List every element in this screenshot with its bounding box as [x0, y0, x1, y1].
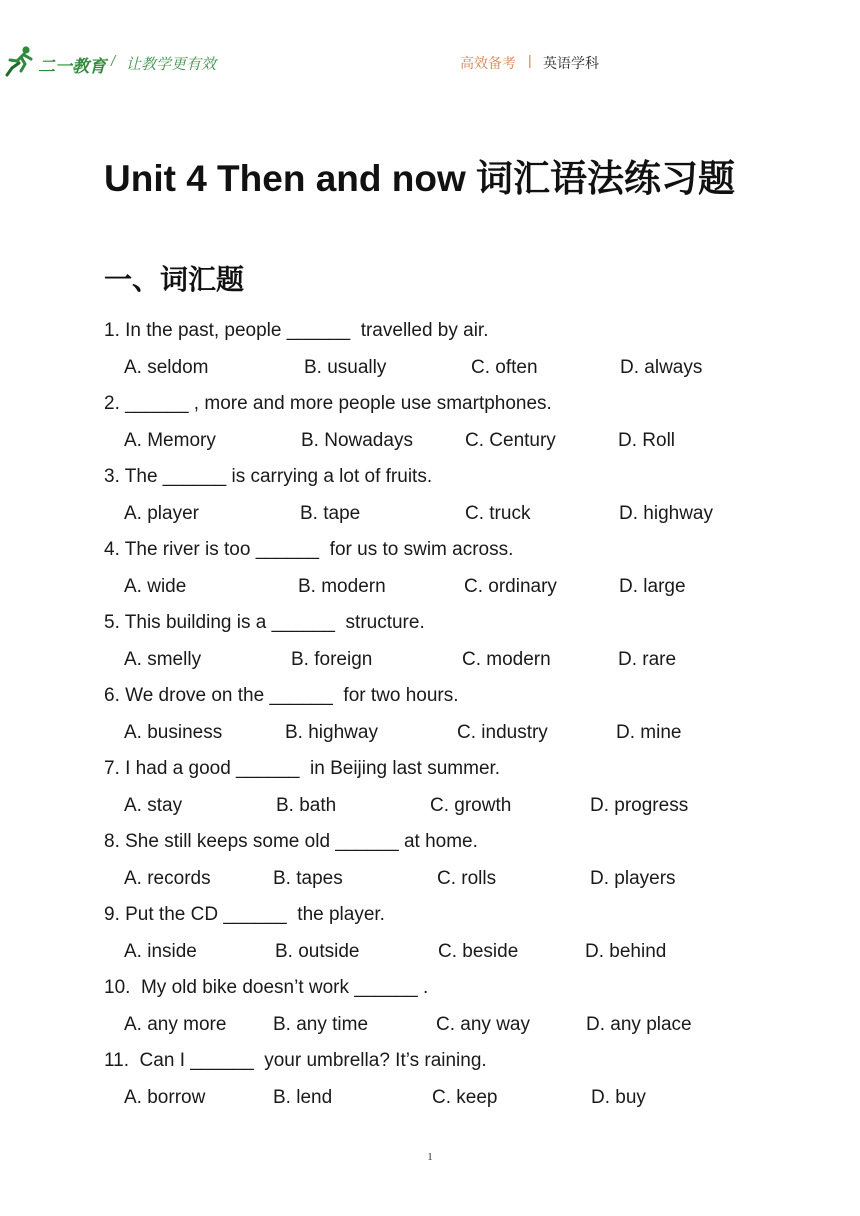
question-text: 4. The river is too ______ for us to swim across. [104, 539, 514, 560]
option-d: D. highway [619, 503, 713, 524]
option-b: B. Nowadays [301, 430, 413, 451]
document-title: Unit 4 Then and now 词汇语法练习题 [104, 158, 736, 199]
question-text: 6. We drove on the ______ for two hours. [104, 685, 459, 706]
option-c: C. beside [438, 941, 519, 962]
page-header [0, 0, 860, 100]
option-d: D. players [590, 868, 676, 889]
option-c: C. often [471, 357, 538, 378]
brand-slogan: 让教学更有效 [126, 56, 217, 73]
option-d: D. any place [586, 1014, 692, 1035]
option-a: A. records [124, 868, 211, 889]
question-text: 3. The ______ is carrying a lot of fruits. [104, 466, 433, 487]
option-a: A. seldom [124, 357, 209, 378]
option-d: D. buy [591, 1087, 646, 1108]
option-c: C. growth [430, 795, 512, 816]
option-d: D. always [620, 357, 703, 378]
page-number: 1 [427, 1151, 433, 1163]
option-c: C. industry [457, 722, 548, 743]
option-d: D. mine [616, 722, 682, 743]
option-a: A. player [124, 503, 199, 524]
question-text: 7. I had a good ______ in Beijing last summer. [104, 758, 501, 779]
option-d: D. Roll [618, 430, 676, 451]
option-b: B. bath [276, 795, 337, 816]
question-text: 11. Can I ______ your umbrella? It’s raining. [104, 1050, 487, 1071]
option-d: D. behind [585, 941, 667, 962]
option-b: B. modern [298, 576, 386, 597]
option-b: B. any time [273, 1014, 369, 1035]
option-c: C. keep [432, 1087, 498, 1108]
header-separator: | [528, 52, 532, 68]
option-c: C. rolls [437, 868, 497, 889]
header-tag-subject: 英语学科 [543, 55, 599, 71]
option-d: D. large [619, 576, 686, 597]
option-b: B. foreign [291, 649, 373, 670]
option-b: B. outside [275, 941, 360, 962]
header-tag-exam: 高效备考 [460, 55, 516, 71]
question-text: 10. My old bike doesn’t work ______ . [104, 977, 429, 998]
option-b: B. usually [304, 357, 387, 378]
option-b: B. tapes [273, 868, 343, 889]
option-b: B. lend [273, 1087, 333, 1108]
option-b: B. highway [285, 722, 378, 743]
option-a: A. stay [124, 795, 183, 816]
option-a: A. smelly [124, 649, 202, 670]
question-text: 8. She still keeps some old ______ at home. [104, 831, 478, 852]
option-c: C. any way [436, 1014, 530, 1035]
option-a: A. borrow [124, 1087, 206, 1108]
option-d: D. progress [590, 795, 689, 816]
option-c: C. Century [465, 430, 556, 451]
option-a: A. any more [124, 1014, 227, 1035]
option-a: A. wide [124, 576, 187, 597]
option-c: C. modern [462, 649, 551, 670]
option-c: C. truck [465, 503, 531, 524]
question-text: 2. ______ , more and more people use smartphones. [104, 393, 552, 414]
option-d: D. rare [618, 649, 677, 670]
question-text: 9. Put the CD ______ the player. [104, 904, 385, 925]
brand-name: 二一教育 [38, 57, 106, 76]
option-a: A. inside [124, 941, 197, 962]
option-c: C. ordinary [464, 576, 557, 597]
header-slash: / [111, 53, 116, 70]
option-a: A. business [124, 722, 223, 743]
runner-logo-icon [4, 44, 36, 78]
section-title: 一、词汇题 [104, 264, 245, 295]
question-text: 5. This building is a ______ structure. [104, 612, 425, 633]
question-text: 1. In the past, people ______ travelled by air. [104, 320, 489, 341]
option-b: B. tape [300, 503, 361, 524]
option-a: A. Memory [124, 430, 216, 451]
